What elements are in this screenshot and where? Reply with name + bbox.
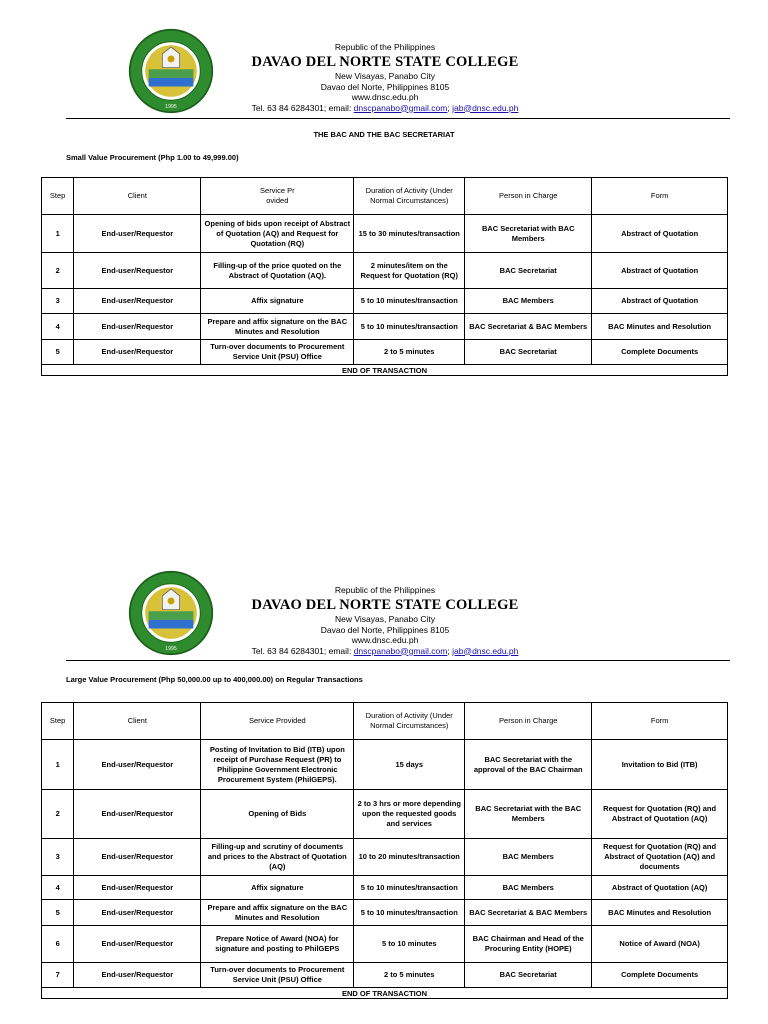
service-cell: Affix signature xyxy=(201,289,354,314)
person-cell: BAC Secretariat & BAC Members xyxy=(465,314,592,340)
college-name: DAVAO DEL NORTE STATE COLLEGE xyxy=(251,54,519,70)
form-cell: Notice of Award (NOA) xyxy=(592,926,728,963)
person-cell: BAC Chairman and Head of the Procuring Entity (HOPE) xyxy=(465,926,592,963)
service-cell: Filling-up of the price quoted on the Abstract of Quotation (AQ). xyxy=(201,253,354,289)
small-value-subtitle: Small Value Procurement (Php 1.00 to 49,999.00) xyxy=(66,153,239,162)
letterhead-1 xyxy=(0,28,768,138)
table-row xyxy=(42,253,728,289)
column-header-service: Service Pr ovided xyxy=(201,178,354,215)
contact-prefix: Tel. 63 84 6284301; email: xyxy=(251,645,354,656)
republic-label: Republic of the Philippines xyxy=(334,585,436,595)
header-divider-2 xyxy=(66,660,730,661)
step-cell: 1 xyxy=(42,740,74,790)
service-cell: Turn-over documents to Procurement Service Unit (PSU) Office xyxy=(201,340,354,365)
service-cell: Turn-over documents to Procurement Service Unit (PSU) Office xyxy=(201,963,354,988)
duration-cell: 5 to 10 minutes/transaction xyxy=(354,289,465,314)
client-cell: End-user/Requestor xyxy=(74,876,201,900)
client-cell: End-user/Requestor xyxy=(74,900,201,926)
step-cell: 1 xyxy=(42,215,74,253)
letterhead-2 xyxy=(0,570,768,680)
end-of-transaction: END OF TRANSACTION xyxy=(42,988,728,999)
step-cell: 3 xyxy=(42,839,74,876)
client-cell: End-user/Requestor xyxy=(74,340,201,365)
form-cell: Abstract of Quotation xyxy=(592,289,728,314)
header-divider-1 xyxy=(66,118,730,119)
person-cell: BAC Members xyxy=(465,876,592,900)
form-cell: Request for Quotation (RQ) and Abstract of Quotation (AQ) xyxy=(592,790,728,839)
table-header-row xyxy=(42,178,728,215)
service-cell: Prepare and affix signature on the BAC Minutes and Resolution xyxy=(201,314,354,340)
duration-cell: 15 to 30 minutes/transaction xyxy=(354,215,465,253)
service-cell: Affix signature xyxy=(201,876,354,900)
column-header-service: Service Provided xyxy=(201,703,354,740)
column-header-client: Client xyxy=(74,703,201,740)
client-cell: End-user/Requestor xyxy=(74,740,201,790)
email-link-2[interactable]: jab@dnsc.edu.ph xyxy=(452,102,519,113)
table-row xyxy=(42,740,728,790)
table-row xyxy=(42,839,728,876)
duration-cell: 2 minutes/item on the Request for Quotation (RQ) xyxy=(354,253,465,289)
table-row xyxy=(42,963,728,988)
column-header-person: Person in Charge xyxy=(465,703,592,740)
republic-label: Republic of the Philippines xyxy=(334,42,436,52)
duration-cell: 2 to 5 minutes xyxy=(354,963,465,988)
service-cell: Opening of Bids xyxy=(201,790,354,839)
person-cell: BAC Secretariat with the BAC Members xyxy=(465,790,592,839)
duration-cell: 5 to 10 minutes xyxy=(354,926,465,963)
column-header-step: Step xyxy=(42,178,74,215)
address-line-2: Davao del Norte, Philippines 8105 xyxy=(320,624,450,635)
table-row xyxy=(42,876,728,900)
duration-cell: 15 days xyxy=(354,740,465,790)
table-row xyxy=(42,340,728,365)
form-cell: BAC Minutes and Resolution xyxy=(592,314,728,340)
column-header-step: Step xyxy=(42,703,74,740)
service-cell: Filling-up and scrutiny of documents and prices to the Abstract of Quotation (AQ) xyxy=(201,839,354,876)
column-header-form: Form xyxy=(592,178,728,215)
duration-cell: 2 to 5 minutes xyxy=(354,340,465,365)
person-cell: BAC Members xyxy=(465,839,592,876)
table-row xyxy=(42,314,728,340)
form-cell: BAC Minutes and Resolution xyxy=(592,900,728,926)
small-value-procurement-table xyxy=(41,177,728,376)
email-link-1[interactable]: dnscpanabo@gmail.com xyxy=(353,102,448,113)
client-cell: End-user/Requestor xyxy=(74,790,201,839)
client-cell: End-user/Requestor xyxy=(74,289,201,314)
form-cell: Invitation to Bid (ITB) xyxy=(592,740,728,790)
step-cell: 5 xyxy=(42,900,74,926)
person-cell: BAC Secretariat xyxy=(465,253,592,289)
address-line-1: New Visayas, Panabo City xyxy=(334,614,435,624)
step-cell: 7 xyxy=(42,963,74,988)
client-cell: End-user/Requestor xyxy=(74,926,201,963)
form-cell: Complete Documents xyxy=(592,340,728,365)
form-cell: Abstract of Quotation xyxy=(592,253,728,289)
service-cell: Prepare Notice of Award (NOA) for signature and posting to PhilGEPS xyxy=(201,926,354,963)
large-value-subtitle: Large Value Procurement (Php 50,000.00 up to 400,000.00) on Regular Transactions xyxy=(66,675,363,684)
form-cell: Abstract of Quotation xyxy=(592,215,728,253)
column-header-form: Form xyxy=(592,703,728,740)
step-cell: 6 xyxy=(42,926,74,963)
client-cell: End-user/Requestor xyxy=(74,253,201,289)
client-cell: End-user/Requestor xyxy=(74,215,201,253)
contact-line xyxy=(200,646,570,657)
service-cell: Prepare and affix signature on the BAC Minutes and Resolution xyxy=(201,900,354,926)
column-header-person: Person in Charge xyxy=(465,178,592,215)
form-cell: Abstract of Quotation (AQ) xyxy=(592,876,728,900)
email-separator: ; xyxy=(447,645,453,656)
column-header-duration: Duration of Activity (Under Normal Circumstances) xyxy=(354,703,465,740)
large-value-procurement-table xyxy=(41,702,728,999)
contact-line xyxy=(200,103,570,114)
step-cell: 4 xyxy=(42,314,74,340)
table-row xyxy=(42,289,728,314)
client-cell: End-user/Requestor xyxy=(74,963,201,988)
form-cell: Complete Documents xyxy=(592,963,728,988)
website: www.dnsc.edu.ph xyxy=(351,635,419,645)
seal-year: 1995 xyxy=(165,645,177,652)
client-cell: End-user/Requestor xyxy=(74,314,201,340)
table-row xyxy=(42,215,728,253)
person-cell: BAC Secretariat with BAC Members xyxy=(465,215,592,253)
person-cell: BAC Secretariat xyxy=(465,963,592,988)
form-cell: Request for Quotation (RQ) and Abstract of Quotation (AQ) and documents xyxy=(592,839,728,876)
website: www.dnsc.edu.ph xyxy=(351,92,419,102)
email-separator: ; xyxy=(447,102,453,113)
duration-cell: 5 to 10 minutes/transaction xyxy=(354,900,465,926)
email-link-1[interactable]: dnscpanabo@gmail.com xyxy=(353,645,448,656)
step-cell: 2 xyxy=(42,253,74,289)
column-header-client: Client xyxy=(74,178,201,215)
column-header-duration: Duration of Activity (Under Normal Circumstances) xyxy=(354,178,465,215)
duration-cell: 2 to 3 hrs or more depending upon the requested goods and services xyxy=(354,790,465,839)
duration-cell: 5 to 10 minutes/transaction xyxy=(354,314,465,340)
end-row xyxy=(42,988,728,999)
service-cell: Opening of bids upon receipt of Abstract of Quotation (AQ) and Request for Quotation (RQ) xyxy=(201,215,354,253)
duration-cell: 5 to 10 minutes/transaction xyxy=(354,876,465,900)
step-cell: 2 xyxy=(42,790,74,839)
table-row xyxy=(42,900,728,926)
step-cell: 3 xyxy=(42,289,74,314)
college-name: DAVAO DEL NORTE STATE COLLEGE xyxy=(251,597,519,613)
seal-year: 1995 xyxy=(165,103,177,110)
step-cell: 4 xyxy=(42,876,74,900)
step-cell: 5 xyxy=(42,340,74,365)
section-title: THE BAC AND THE BAC SECRETARIAT xyxy=(313,130,455,139)
person-cell: BAC Members xyxy=(465,289,592,314)
end-row xyxy=(42,365,728,376)
email-link-2[interactable]: jab@dnsc.edu.ph xyxy=(452,645,519,656)
duration-cell: 10 to 20 minutes/transaction xyxy=(354,839,465,876)
person-cell: BAC Secretariat & BAC Members xyxy=(465,900,592,926)
end-of-transaction: END OF TRANSACTION xyxy=(42,365,728,376)
address-line-2: Davao del Norte, Philippines 8105 xyxy=(320,81,450,92)
table-row xyxy=(42,790,728,839)
person-cell: BAC Secretariat with the approval of the BAC Chairman xyxy=(465,740,592,790)
table-header-row xyxy=(42,703,728,740)
person-cell: BAC Secretariat xyxy=(465,340,592,365)
contact-prefix: Tel. 63 84 6284301; email: xyxy=(251,102,354,113)
service-cell: Posting of Invitation to Bid (ITB) upon receipt of Purchase Request (PR) to Philippine Government Electronic Procurement System (PhilGEPS). xyxy=(201,740,354,790)
table-row xyxy=(42,926,728,963)
client-cell: End-user/Requestor xyxy=(74,839,201,876)
address-line-1: New Visayas, Panabo City xyxy=(334,71,435,81)
